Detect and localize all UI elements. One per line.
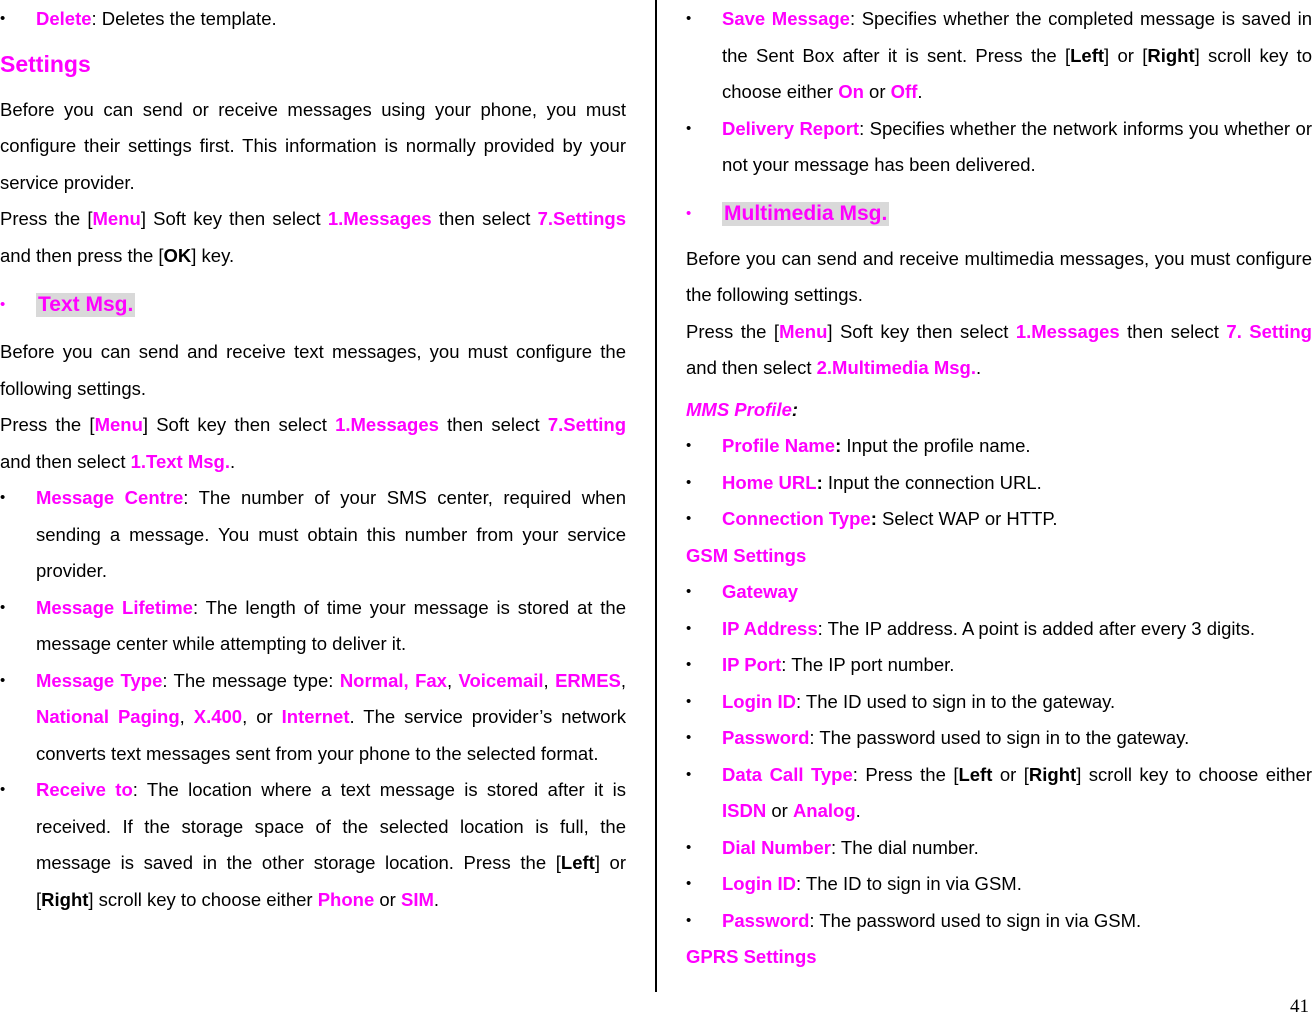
bullet-icon: • — [686, 729, 692, 746]
list-item-login-id-gsm: • Login ID: The ID to sign in via GSM. — [686, 866, 1312, 903]
bullet-icon: • — [686, 765, 692, 783]
bullet-icon: • — [0, 671, 6, 689]
term-delete: Delete — [36, 8, 92, 29]
list-item-message-type: • Message Type: The message type: Normal, Fax, Voicemail, ERMES, National Paging, X.400, or Internet. The service provider’s network converts text messages sent from your phone to the selected format. — [0, 663, 626, 773]
list-item-message-lifetime: • Message Lifetime: The length of time your message is stored at the message center while attempting to deliver it. — [0, 590, 626, 663]
page-number: 41 — [1290, 996, 1309, 1017]
mms-profile-label: MMS Profile: — [686, 398, 799, 420]
bullet-icon: • — [686, 619, 692, 637]
bullet-icon: • — [686, 838, 692, 856]
text-msg-intro: Before you can send and receive text messages, you must configure the following settings. — [0, 341, 626, 399]
list-item-home-url: • Home URL: Input the connection URL. — [686, 465, 1312, 502]
bullet-icon: • — [0, 489, 6, 506]
list-item-delete: • Delete: Deletes the template. — [0, 1, 626, 38]
list-item-connection-type: • Connection Type: Select WAP or HTTP. — [686, 501, 1312, 538]
settings-intro: Before you can send or receive messages using your phone, you must configure their settings first. This information is normally provided by your service provider. — [0, 98, 626, 193]
gprs-settings-label: GPRS Settings — [686, 946, 817, 967]
list-item-password-gateway: • Password: The password used to sign in to the gateway. — [686, 720, 1312, 757]
mms-instructions: Press the [Menu] Soft key then select 1.Messages then select 7. Setting and then select 2.Multimedia Msg.. — [686, 320, 1312, 378]
list-item-data-call-type: • Data Call Type: Press the [Left or [Right] scroll key to choose either ISDN or Analog. — [686, 757, 1312, 830]
left-column — [0, 0, 626, 918]
bullet-icon: • — [686, 875, 692, 892]
list-item-gateway: • Gateway — [686, 574, 1312, 611]
bullet-icon: • — [686, 10, 692, 27]
settings-instructions: Press the [Menu] Soft key then select 1.Messages then select 7.Settings and then press the [OK] key. — [0, 208, 626, 266]
bullet-icon: • — [686, 656, 692, 673]
column-divider — [655, 0, 657, 992]
list-item-message-centre: • Message Centre: The number of your SMS center, required when sending a message. You must obtain this number from your service provider. — [0, 480, 626, 590]
bullet-icon: • — [686, 583, 692, 600]
bullet-icon: • — [0, 598, 6, 616]
list-item-save-message: • Save Message: Specifies whether the completed message is saved in the Sent Box after it is sent. Press the [Left] or [Right] scroll key to choose either On or Off. — [686, 1, 1312, 111]
bullet-icon: • — [686, 437, 692, 454]
section-heading-settings: Settings — [0, 50, 91, 77]
bullet-icon: • — [0, 781, 6, 798]
list-item-login-id-gateway: • Login ID: The ID used to sign in to the gateway. — [686, 684, 1312, 721]
list-item-delivery-report: • Delivery Report: Specifies whether the network informs you whether or not your message has been delivered. — [686, 111, 1312, 184]
bullet-icon: • — [686, 911, 692, 929]
list-item-password-gsm: • Password: The password used to sign in via GSM. — [686, 903, 1312, 940]
section-heading-text-msg: • Text Msg. — [0, 288, 626, 322]
list-item-profile-name: • Profile Name: Input the profile name. — [686, 428, 1312, 465]
list-item-receive-to: • Receive to: The location where a text message is stored after it is received. If the storage space of the selected location is full, the message is saved in the other storage location. Press the [Left] or [Right] scroll key to choose either Phone or SIM. — [0, 772, 626, 918]
section-heading-multimedia-msg: • Multimedia Msg. — [686, 194, 1312, 234]
mms-intro: Before you can send and receive multimedia messages, you must configure the following settings. — [686, 247, 1312, 305]
bullet-icon: • — [0, 10, 6, 27]
list-item-ip-address: • IP Address: The IP address. A point is added after every 3 digits. — [686, 611, 1312, 648]
bullet-icon: • — [686, 204, 692, 222]
bullet-icon: • — [686, 510, 692, 527]
bullet-icon: • — [686, 692, 692, 710]
bullet-icon: • — [0, 296, 6, 313]
bullet-icon: • — [686, 119, 692, 137]
text-msg-instructions: Press the [Menu] Soft key then select 1.Messages then select 7.Setting and then select 1.Text Msg.. — [0, 414, 626, 472]
right-column — [686, 0, 1312, 976]
list-item-dial-number: • Dial Number: The dial number. — [686, 830, 1312, 867]
gsm-settings-label: GSM Settings — [686, 544, 807, 566]
bullet-icon: • — [686, 473, 692, 491]
list-item-ip-port: • IP Port: The IP port number. — [686, 647, 1312, 684]
